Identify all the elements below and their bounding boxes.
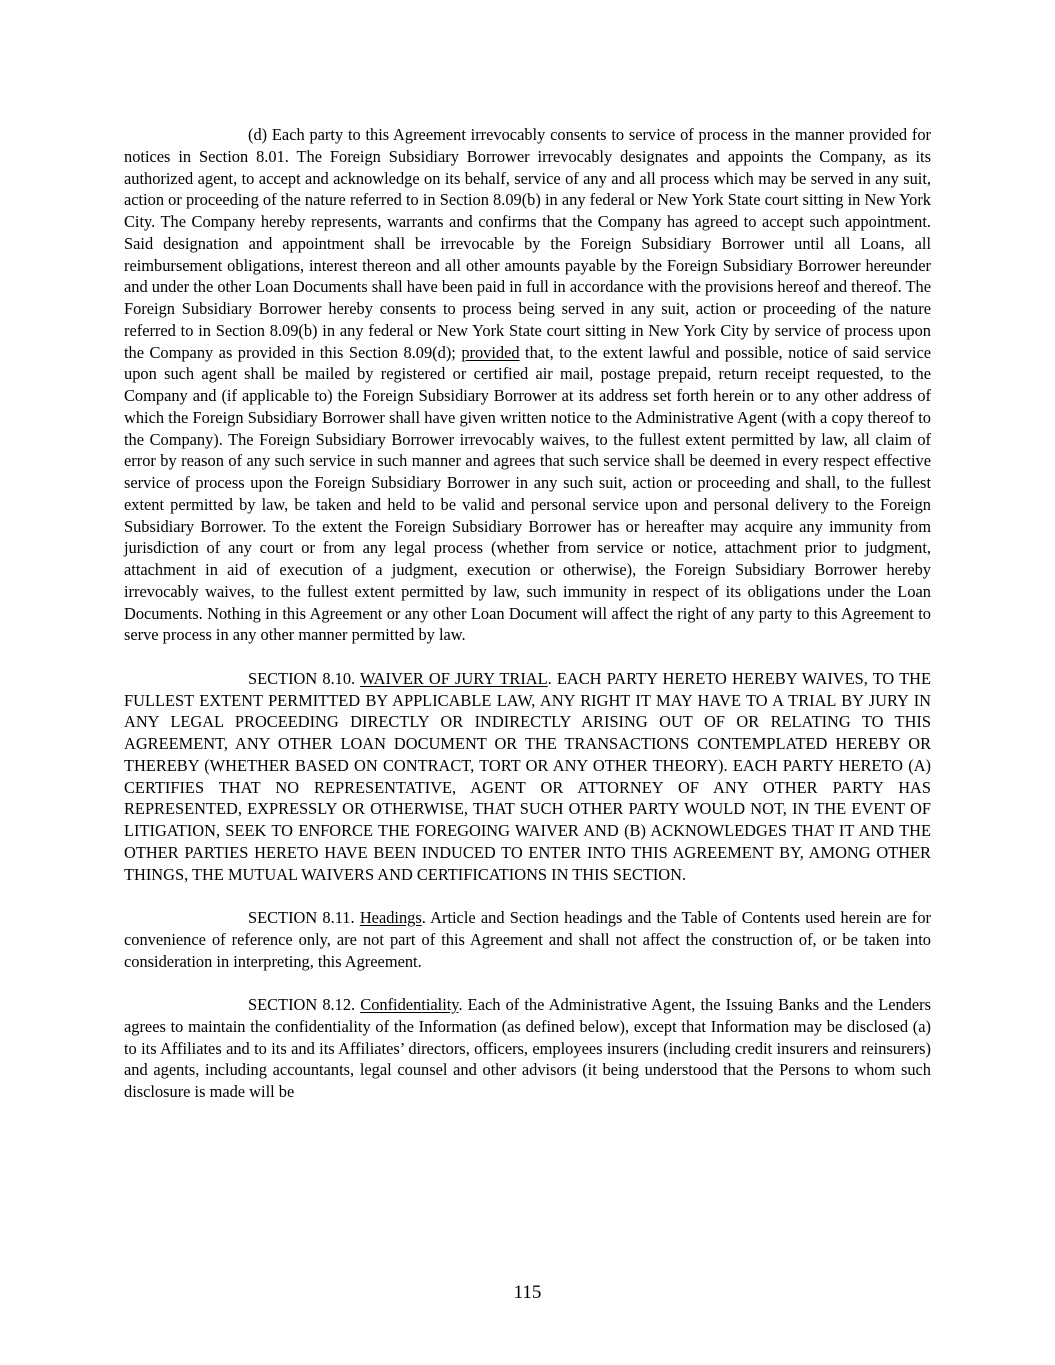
page-number: 115 xyxy=(513,1282,542,1303)
paragraph-section-8-11 xyxy=(124,907,931,972)
section-heading: WAIVER OF JURY TRIAL xyxy=(360,668,548,688)
section-heading: Confidentiality xyxy=(360,995,459,1014)
section-heading: Headings xyxy=(359,908,422,927)
paragraph-text: . Article and Section headings and the Table of Contents used herein are for convenience of reference only, are not part of this Agreement and shall not affect the construction of, or be taken into consideration in interpreting, this Agreement. xyxy=(124,908,932,971)
section-label: SECTION 8.10. xyxy=(248,668,361,688)
paragraph-text: that, to the extent lawful and possible, notice of said service upon such agent shall be mailed by registered or certified air mail, postage prepaid, return receipt requested, to the Company and (if applicable to) the Foreign Subsidiary Borrower at its address set forth herein or to any other address of which the Foreign Subsidiary Borrower shall have given written notice to the Administrative Agent (with a copy thereof to the Company). The Foreign Subsidiary Borrower irrevocably waives, to the fullest extent permitted by law, all claim of error by reason of any such service in such manner and agrees that such service shall be deemed in every respect effective service of process upon the Foreign Subsidiary Borrower in any such suit, action or proceeding and shall, to the fullest extent permitted by law, be taken and held to be valid and personal service upon and personal delivery to the Foreign Subsidiary Borrower. To the extent the Foreign Subsidiary Borrower has or hereafter may acquire any immunity from jurisdiction of any court or from any legal process (whether from service or notice, attachment prior to judgment, attachment in aid of execution of a judgment, execution or otherwise), the Foreign Subsidiary Borrower hereby irrevocably waives, to the fullest extent permitted by law, such immunity in respect of its obligations under the Loan Documents. Nothing in this Agreement or any other Loan Document will affect the right of any party to this Agreement to serve process in any other manner permitted by law. xyxy=(124,342,932,645)
provided-term: provided xyxy=(461,342,520,362)
paragraph-text: . EACH PARTY HERETO HEREBY WAIVES, TO THE FULLEST EXTENT PERMITTED BY APPLICABLE LAW, ANY RIGHT IT MAY HAVE TO A TRIAL BY JURY IN ANY LEGAL PROCEEDING DIRECTLY OR INDIRECTLY ARISING OUT OF OR RELATING TO THIS AGREEMENT, ANY OTHER LOAN DOCUMENT OR THE TRANSACTIONS CONTEMPLATED HEREBY OR THEREBY (WHETHER BASED ON CONTRACT, TORT OR ANY OTHER THEORY). EACH PARTY HERETO (A) CERTIFIES THAT NO REPRESENTATIVE, AGENT OR ATTORNEY OF ANY OTHER PARTY HAS REPRESENTED, EXPRESSLY OR OTHERWISE, THAT SUCH OTHER PARTY WOULD NOT, IN THE EVENT OF LITIGATION, SEEK TO ENFORCE THE FOREGOING WAIVER AND (B) ACKNOWLEDGES THAT IT AND THE OTHER PARTIES HERETO HAVE BEEN INDUCED TO ENTER INTO THIS AGREEMENT BY, AMONG OTHER THINGS, THE MUTUAL WAIVERS AND CERTIFICATIONS IN THIS SECTION. xyxy=(124,668,931,884)
paragraph-text: (d) Each party to this Agreement irrevocably consents to service of process in the manner provided for notices in Section 8.01. The Foreign Subsidiary Borrower irrevocably designates and appoints the Company, as its authorized agent, to accept and acknowledge on its behalf, service of any and all process which may be served in any suit, action or proceeding of the nature referred to in Section 8.09(b) in any federal or New York State court sitting in New York City. The Company hereby represents, warrants and confirms that the Company has agreed to accept such appointment. Said designation and appointment shall be irrevocable by the Foreign Subsidiary Borrower until all Loans, all reimbursement obligations, interest thereon and all other amounts payable by the Foreign Subsidiary Borrower hereunder and under the other Loan Documents shall have been paid in full in accordance with the provisions hereof and thereof. The Foreign Subsidiary Borrower hereby consents to process being served in any suit, action or proceeding of the nature referred to in Section 8.09(b) in any federal or New York State court sitting in New York City by service of process upon the Company as provided in this Section 8.09(d); xyxy=(124,125,931,362)
paragraph-text: . Each of the Administrative Agent, the Issuing Banks and the Lenders agrees to maintain the confidentiality of the Information (as defined below), except that Information may be disclosed (a) to its Affiliates and to its and its Affiliates’ directors, officers, employees insurers (including credit insurers and reinsurers) and agents, including accountants, legal counsel and other advisors (it being understood that the Persons to whom such disclosure is made will be xyxy=(124,995,931,1101)
paragraph-service-of-process xyxy=(124,124,931,646)
document-body xyxy=(124,124,931,1103)
section-label: SECTION 8.12. xyxy=(248,995,361,1014)
paragraph-section-8-10 xyxy=(124,668,931,886)
paragraph-section-8-12 xyxy=(124,994,931,1103)
section-label: SECTION 8.11. xyxy=(248,908,360,927)
